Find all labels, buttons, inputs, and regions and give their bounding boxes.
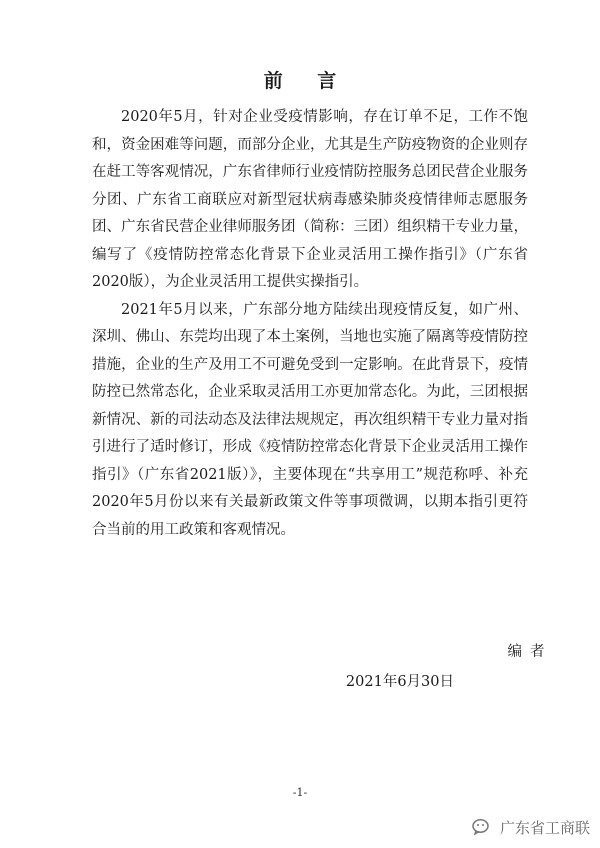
- watermark-text: 广东省工商联: [499, 819, 590, 837]
- signature-author: 编者: [507, 644, 553, 660]
- signature-date: 2021年6月30日: [345, 674, 454, 690]
- signature-date-line: [0, 670, 600, 691]
- signature-editor-line: [0, 640, 600, 661]
- paragraph-2: 2021年5月以来，广东部分地方陆续出现疫情反复，如广州、深圳、佛山、东莞均出现了本土案例，当地也实施了隔离等疫情防控措施，企业的生产及用工不可避免受到一定影响。在此背景下，疫情防控已然常态化，企业采取灵活用工亦更加常态化。为此，三团根据新情况、新的司法动态及法律法规规定，再次组织精干专业力量对指引进行了适时修订，形成《疫情防控常态化背景下企业灵活用工操作指引》（广东省2021版）》，主要体现在“共享用工”规范称呼、补充2020年5月份以来有关最新政策文件等事项微调，以期本指引更符合当前的用工政策和客观情况。: [92, 301, 528, 538]
- page-title: 前 言: [263, 70, 351, 92]
- preface-body: [92, 104, 528, 544]
- paragraph-1: 2020年5月，针对企业受疫情影响，存在订单不足，工作不饱和，资金困难等问题，而部分企业，尤其是生产防疫物资的企业则存在赶工等客观情况，广东省律师行业疫情防控服务总团民营企业服务分团、广东省工商联应对新型冠状病毒感染肺炎疫情律师志愿服务团、广东省民营企业律师服务团（简称：三团）组织精干专业力量，编写了《疫情防控常态化背景下企业灵活用工操作指引》（广东省2020版），为企业灵活用工提供实操指引。: [92, 109, 528, 290]
- page-number: -1-: [292, 786, 308, 799]
- wechat-icon: [472, 818, 494, 838]
- watermark: [472, 817, 590, 838]
